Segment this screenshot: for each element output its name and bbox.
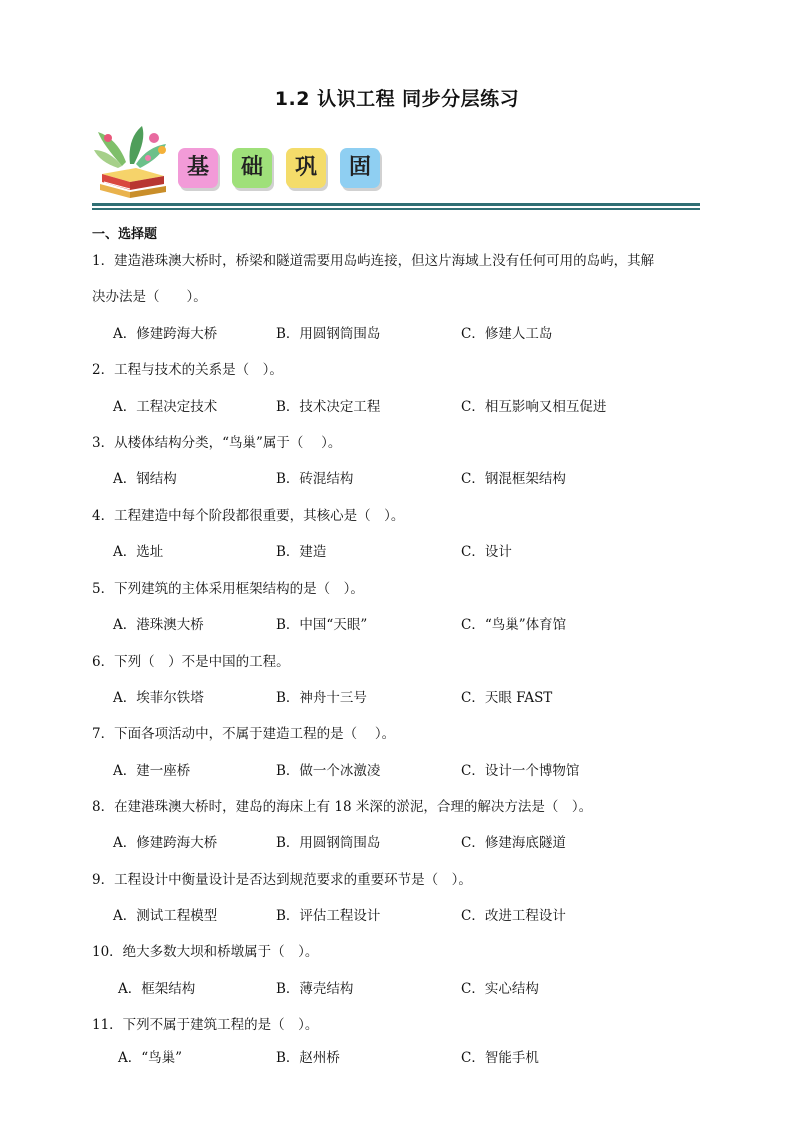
q7-option-a: A．建一座桥 <box>113 763 191 779</box>
question-8: 8．在建港珠澳大桥时，建岛的海床上有 18 米深的淤泥，合理的解决方法是（ ）。 <box>92 799 593 815</box>
q9-option-c: C．改进工程设计 <box>461 908 566 924</box>
banner-char-chu: 础 <box>232 148 272 188</box>
question-9: 9．工程设计中衡量设计是否达到规范要求的重要环节是（ ）。 <box>92 872 472 888</box>
q6-option-a: A．埃菲尔铁塔 <box>113 690 204 706</box>
q5-option-a: A．港珠澳大桥 <box>113 617 204 633</box>
q8-option-a: A．修建跨海大桥 <box>113 835 218 851</box>
question-5: 5．下列建筑的主体采用框架结构的是（ ）。 <box>92 581 364 597</box>
question-1: 1．建造港珠澳大桥时，桥梁和隧道需要用岛屿连接，但这片海域上没有任何可用的岛屿，其解 <box>92 253 655 269</box>
q3-option-a: A．钢结构 <box>113 471 177 487</box>
q3-option-b: B．砖混结构 <box>276 471 354 487</box>
question-6: 6．下列（ ）不是中国的工程。 <box>92 654 290 670</box>
q9-option-a: A．测试工程模型 <box>113 908 218 924</box>
question-10: 10．绝大多数大坝和桥墩属于（ ）。 <box>92 944 319 960</box>
q11-option-b: B．赵州桥 <box>276 1050 340 1066</box>
q10-option-c: C．实心结构 <box>461 981 539 997</box>
q2-option-a: A．工程决定技术 <box>113 399 218 415</box>
q4-option-b: B．建造 <box>276 544 327 560</box>
page-title: 1.2 认识工程 同步分层练习 <box>274 88 520 110</box>
q2-option-c: C．相互影响又相互促进 <box>461 399 607 415</box>
q5-option-b: B．中国“天眼” <box>276 617 368 633</box>
section-divider-thin <box>92 208 700 210</box>
question-2: 2．工程与技术的关系是（ ）。 <box>92 362 283 378</box>
q4-option-c: C．设计 <box>461 544 512 560</box>
question-3: 3．从楼体结构分类，“鸟巢”属于（ ）。 <box>92 435 342 451</box>
q1-option-a: A．修建跨海大桥 <box>113 326 218 342</box>
q6-option-c: C．天眼 FAST <box>461 690 553 706</box>
q8-option-c: C．修建海底隧道 <box>461 835 566 851</box>
q2-option-b: B．技术决定工程 <box>276 399 381 415</box>
banner-char-ji: 基 <box>178 148 218 188</box>
banner-char-gong: 巩 <box>286 148 326 188</box>
q1-option-b: B．用圆钢筒围岛 <box>276 326 381 342</box>
q5-option-c: C．“鸟巢”体育馆 <box>461 617 567 633</box>
q10-option-b: B．薄壳结构 <box>276 981 354 997</box>
q3-option-c: C．钢混框架结构 <box>461 471 566 487</box>
q11-option-a: A．“鸟巢” <box>118 1050 183 1066</box>
section-divider <box>92 203 700 206</box>
q6-option-b: B．神舟十三号 <box>276 690 367 706</box>
question-7: 7．下面各项活动中，不属于建造工程的是（ ）。 <box>92 726 396 742</box>
q8-option-b: B．用圆钢筒围岛 <box>276 835 381 851</box>
q11-option-c: C．智能手机 <box>461 1050 539 1066</box>
q1-option-c: C．修建人工岛 <box>461 326 553 342</box>
question-11: 11．下列不属于建筑工程的是（ ）。 <box>92 1017 319 1033</box>
books-plant-illustration <box>92 124 174 200</box>
banner-char-gu: 固 <box>340 148 380 188</box>
q7-option-c: C．设计一个博物馆 <box>461 763 580 779</box>
q9-option-b: B．评估工程设计 <box>276 908 381 924</box>
question-1-cont: 决办法是（ ）。 <box>92 289 207 305</box>
q7-option-b: B．做一个冰激凌 <box>276 763 381 779</box>
section-banner <box>90 122 702 212</box>
section-heading: 一、选择题 <box>92 227 158 242</box>
q4-option-a: A．选址 <box>113 544 164 560</box>
q10-option-a: A．框架结构 <box>118 981 196 997</box>
question-4: 4．工程建造中每个阶段都很重要，其核心是（ ）。 <box>92 508 405 524</box>
